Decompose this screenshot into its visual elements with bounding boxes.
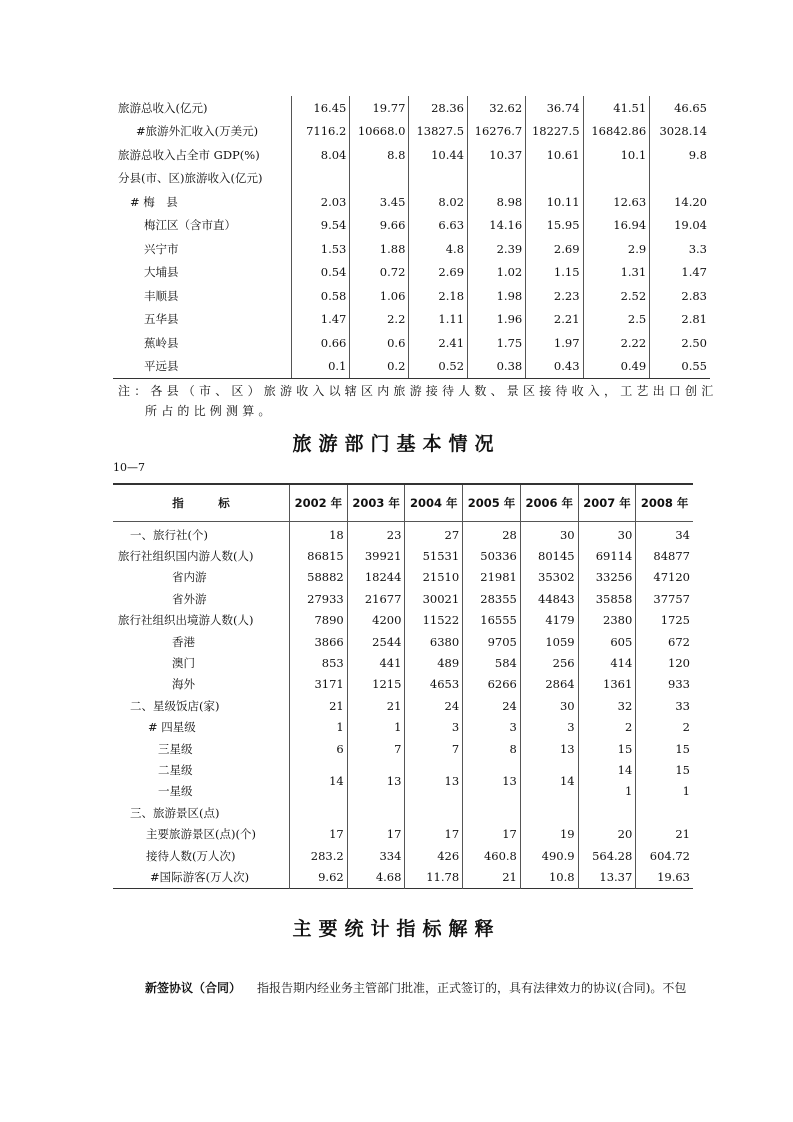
row-label: 旅游总收入(亿元) [118, 100, 208, 115]
value-cell: 46.65 [650, 96, 710, 120]
value-cell: 9.54 [292, 214, 350, 238]
value-cell [350, 167, 409, 191]
value-cell: 2 [636, 717, 693, 738]
value-cell: 13 [520, 738, 578, 759]
value-cell: 27 [405, 522, 463, 546]
value-cell: 490.9 [520, 845, 578, 866]
table-row [113, 331, 710, 355]
value-cell: 605 [578, 631, 636, 652]
value-cell: 11.78 [405, 866, 463, 888]
row-label: 香港 [172, 634, 195, 649]
value-cell: 0.55 [650, 355, 710, 379]
tourism-department-table [113, 483, 693, 889]
table-row [113, 545, 693, 566]
value-cell: 8.04 [292, 143, 350, 167]
value-cell [468, 167, 526, 191]
row-label: 平远县 [113, 355, 292, 379]
value-cell [526, 167, 583, 191]
table-note-continued: 所占的比例测算。 [145, 404, 275, 418]
table-row [113, 866, 693, 888]
value-cell: 489 [405, 652, 463, 673]
value-cell: 2.2 [350, 308, 409, 332]
row-label: 分县(市、区)旅游收入(亿元) [118, 171, 263, 186]
value-cell: 2 [578, 717, 636, 738]
row-label: 一、旅行社(个) [130, 527, 208, 542]
table-row [113, 214, 710, 238]
row-label: # 四星级 [148, 720, 196, 735]
value-cell: 1.15 [526, 261, 583, 285]
row-label: 省内游 [172, 570, 207, 585]
row-label: 主要旅游景区(点)(个) [146, 827, 256, 842]
table-row [113, 823, 693, 844]
value-cell: 2.69 [409, 261, 468, 285]
value-cell: 1.75 [468, 331, 526, 355]
value-cell: 584 [463, 652, 521, 673]
value-cell: 8.02 [409, 190, 468, 214]
value-cell: 30 [578, 522, 636, 546]
value-cell: 11522 [405, 610, 463, 631]
value-cell: 1 [347, 717, 405, 738]
table-row [113, 190, 710, 214]
value-cell: 2.41 [409, 331, 468, 355]
value-cell: 3866 [290, 631, 348, 652]
value-cell: 19.63 [636, 866, 693, 888]
value-cell: 19 [520, 823, 578, 844]
value-cell: 4200 [347, 610, 405, 631]
value-cell: 16842.86 [583, 120, 650, 144]
table-row [113, 759, 693, 780]
value-cell: 2.50 [650, 331, 710, 355]
value-cell: 3.3 [650, 237, 710, 261]
value-cell: 34 [636, 522, 693, 546]
value-cell: 7890 [290, 610, 348, 631]
value-cell: 2.22 [583, 331, 650, 355]
value-cell: 1 [290, 717, 348, 738]
value-cell: 0.6 [350, 331, 409, 355]
value-cell: 2.81 [650, 308, 710, 332]
value-cell: 0.1 [292, 355, 350, 379]
value-cell: 4653 [405, 674, 463, 695]
table-row [113, 567, 693, 588]
column-header: 2004 年 [405, 484, 463, 522]
value-cell: 17 [290, 823, 348, 844]
value-cell: 13 [463, 759, 521, 802]
value-cell: 256 [520, 652, 578, 673]
value-cell: 21 [636, 823, 693, 844]
value-cell: 426 [405, 845, 463, 866]
value-cell: 2.5 [583, 308, 650, 332]
value-cell: 24 [405, 695, 463, 716]
column-header: 指 标 [113, 484, 290, 522]
column-header: 2003 年 [347, 484, 405, 522]
row-label: 大埔县 [144, 265, 179, 280]
value-cell: 1.02 [468, 261, 526, 285]
table-note: 注：各县（市、区）旅游收入以辖区内旅游接待人数、景区接待收入，工艺出口创汇 [118, 384, 718, 398]
value-cell: 20 [578, 823, 636, 844]
tourism-income-table [113, 96, 710, 379]
value-cell: 10.8 [520, 866, 578, 888]
value-cell: 30 [520, 695, 578, 716]
value-cell: 1.47 [650, 261, 710, 285]
value-cell: 0.72 [350, 261, 409, 285]
header-row [113, 484, 693, 522]
row-label: #旅游外汇收入(万美元) [136, 124, 259, 139]
value-cell: 10.44 [409, 143, 468, 167]
value-cell: 28355 [463, 588, 521, 609]
value-cell: 2.9 [583, 237, 650, 261]
table-row [113, 120, 710, 144]
table-row [113, 355, 710, 379]
value-cell: 19.04 [650, 214, 710, 238]
value-cell: 7116.2 [292, 120, 350, 144]
value-cell: 3028.14 [650, 120, 710, 144]
value-cell: 12.63 [583, 190, 650, 214]
value-cell: 0.38 [468, 355, 526, 379]
value-cell: 0.43 [526, 355, 583, 379]
row-label: 旅行社组织出境游人数(人) [118, 613, 254, 628]
table-row [113, 717, 693, 738]
value-cell: 564.28 [578, 845, 636, 866]
value-cell: 41.51 [583, 96, 650, 120]
value-cell: 16.45 [292, 96, 350, 120]
value-cell: 8.98 [468, 190, 526, 214]
row-label: 省外游 [172, 591, 207, 606]
value-cell: 35858 [578, 588, 636, 609]
value-cell: 36.74 [526, 96, 583, 120]
value-cell: 7 [347, 738, 405, 759]
value-cell: 15 [578, 738, 636, 759]
value-cell: 1361 [578, 674, 636, 695]
value-cell: 8 [463, 738, 521, 759]
value-cell: 2.69 [526, 237, 583, 261]
value-cell [578, 802, 636, 823]
value-cell: 1 [636, 781, 693, 802]
value-cell: 672 [636, 631, 693, 652]
value-cell: 17 [405, 823, 463, 844]
value-cell: 21 [290, 695, 348, 716]
value-cell: 1.98 [468, 284, 526, 308]
row-label: 三星级 [158, 741, 193, 756]
value-cell: 37757 [636, 588, 693, 609]
row-label: 旅行社组织国内游人数(人) [118, 549, 254, 564]
value-cell: 19.77 [350, 96, 409, 120]
value-cell: 3 [405, 717, 463, 738]
value-cell: 1.31 [583, 261, 650, 285]
value-cell: 13827.5 [409, 120, 468, 144]
value-cell: 32 [578, 695, 636, 716]
row-label: 一星级 [158, 784, 193, 799]
value-cell [405, 802, 463, 823]
value-cell: 16555 [463, 610, 521, 631]
column-header: 2007 年 [578, 484, 636, 522]
value-cell: 44843 [520, 588, 578, 609]
value-cell: 84877 [636, 545, 693, 566]
value-cell: 6380 [405, 631, 463, 652]
column-header: 2005 年 [463, 484, 521, 522]
value-cell: 933 [636, 674, 693, 695]
value-cell: 14 [578, 759, 636, 780]
column-header: 2002 年 [290, 484, 348, 522]
value-cell: 6.63 [409, 214, 468, 238]
table-row [113, 695, 693, 716]
value-cell: 16276.7 [468, 120, 526, 144]
table-row [113, 738, 693, 759]
value-cell: 15.95 [526, 214, 583, 238]
table-row [113, 522, 693, 546]
value-cell: 39921 [347, 545, 405, 566]
value-cell: 6 [290, 738, 348, 759]
value-cell: 86815 [290, 545, 348, 566]
value-cell: 1.06 [350, 284, 409, 308]
value-cell: 2380 [578, 610, 636, 631]
value-cell: 80145 [520, 545, 578, 566]
explanation-paragraph [145, 979, 686, 996]
value-cell: 1.47 [292, 308, 350, 332]
value-cell: 2.03 [292, 190, 350, 214]
value-cell: 10668.0 [350, 120, 409, 144]
value-cell: 1725 [636, 610, 693, 631]
value-cell: 32.62 [468, 96, 526, 120]
table-row [113, 308, 710, 332]
value-cell: 2.23 [526, 284, 583, 308]
value-cell: 8.8 [350, 143, 409, 167]
value-cell: 1215 [347, 674, 405, 695]
value-cell [292, 167, 350, 191]
value-cell: 1.11 [409, 308, 468, 332]
value-cell: 9.62 [290, 866, 348, 888]
value-cell: 33 [636, 695, 693, 716]
value-cell: 3 [463, 717, 521, 738]
table-row [113, 674, 693, 695]
value-cell: 604.72 [636, 845, 693, 866]
value-cell: 17 [463, 823, 521, 844]
value-cell: 21677 [347, 588, 405, 609]
value-cell: 15 [636, 759, 693, 780]
row-label: 接待人数(万人次) [146, 848, 236, 863]
column-header: 2008 年 [636, 484, 693, 522]
value-cell: 4.8 [409, 237, 468, 261]
value-cell: 47120 [636, 567, 693, 588]
value-cell: 3171 [290, 674, 348, 695]
value-cell: 21510 [405, 567, 463, 588]
value-cell [347, 802, 405, 823]
value-cell: 28.36 [409, 96, 468, 120]
value-cell: 0.52 [409, 355, 468, 379]
table-row [113, 652, 693, 673]
table-row [113, 96, 710, 120]
row-label: 蕉岭县 [144, 335, 179, 350]
value-cell [290, 802, 348, 823]
explanations-title: 主要统计指标解释 [292, 918, 501, 940]
value-cell: 33256 [578, 567, 636, 588]
explanation-term: 新签协议（合同） [145, 981, 242, 995]
value-cell: 1.53 [292, 237, 350, 261]
row-label: 二星级 [158, 762, 193, 777]
value-cell: 18244 [347, 567, 405, 588]
value-cell: 6266 [463, 674, 521, 695]
table-row [113, 284, 710, 308]
value-cell: 9.66 [350, 214, 409, 238]
table-number: 10—7 [113, 461, 145, 474]
value-cell: 1.97 [526, 331, 583, 355]
value-cell: 0.54 [292, 261, 350, 285]
table-row [113, 845, 693, 866]
value-cell: 51531 [405, 545, 463, 566]
value-cell [650, 167, 710, 191]
value-cell: 1.88 [350, 237, 409, 261]
value-cell: 69114 [578, 545, 636, 566]
value-cell: 4.68 [347, 866, 405, 888]
value-cell: 18227.5 [526, 120, 583, 144]
value-cell: 18 [290, 522, 348, 546]
value-cell: 2864 [520, 674, 578, 695]
value-cell: 334 [347, 845, 405, 866]
value-cell: 58882 [290, 567, 348, 588]
value-cell: 23 [347, 522, 405, 546]
row-label: 五华县 [144, 312, 179, 327]
table-row [113, 610, 693, 631]
value-cell: 21 [347, 695, 405, 716]
value-cell: 21 [463, 866, 521, 888]
value-cell: 30021 [405, 588, 463, 609]
table-row [113, 237, 710, 261]
value-cell: 14.16 [468, 214, 526, 238]
value-cell: 30 [520, 522, 578, 546]
value-cell: 0.2 [350, 355, 409, 379]
value-cell: 10.1 [583, 143, 650, 167]
value-cell: 10.11 [526, 190, 583, 214]
value-cell: 414 [578, 652, 636, 673]
row-label: 兴宁市 [144, 241, 179, 256]
row-label: 梅江区（含市直） [144, 218, 236, 233]
value-cell: 28 [463, 522, 521, 546]
column-header: 2006 年 [520, 484, 578, 522]
value-cell: 13.37 [578, 866, 636, 888]
value-cell: 2.83 [650, 284, 710, 308]
value-cell: 0.49 [583, 355, 650, 379]
row-label: 三、旅游景区(点) [130, 805, 220, 820]
value-cell: 2.52 [583, 284, 650, 308]
row-label: 旅游总收入占全市 GDP(%) [118, 147, 260, 162]
table-row [113, 802, 693, 823]
value-cell: 0.58 [292, 284, 350, 308]
table-row [113, 631, 693, 652]
row-label: 二、星级饭店(家) [130, 698, 220, 713]
value-cell [636, 802, 693, 823]
value-cell: 441 [347, 652, 405, 673]
row-label: 海外 [172, 677, 195, 692]
value-cell [583, 167, 650, 191]
value-cell: 24 [463, 695, 521, 716]
table-row [113, 261, 710, 285]
row-label: #国际游客(万人次) [150, 869, 250, 884]
value-cell: 853 [290, 652, 348, 673]
value-cell: 35302 [520, 567, 578, 588]
value-cell: 1 [578, 781, 636, 802]
section-title: 旅游部门基本情况 [292, 433, 501, 455]
value-cell: 50336 [463, 545, 521, 566]
row-label: 澳门 [172, 656, 195, 671]
value-cell: 2.18 [409, 284, 468, 308]
value-cell: 3 [520, 717, 578, 738]
value-cell: 2.21 [526, 308, 583, 332]
explanation-text: 指报告期内经业务主管部门批准，正式签订的，具有法律效力的协议(合同)。不包 [257, 981, 687, 995]
value-cell: 14 [290, 759, 348, 802]
value-cell: 460.8 [463, 845, 521, 866]
value-cell: 0.66 [292, 331, 350, 355]
value-cell: 27933 [290, 588, 348, 609]
value-cell: 15 [636, 738, 693, 759]
value-cell: 120 [636, 652, 693, 673]
value-cell: 3.45 [350, 190, 409, 214]
row-label: # 梅 县 [130, 194, 178, 209]
value-cell: 14 [520, 759, 578, 802]
table-row [113, 588, 693, 609]
value-cell: 2544 [347, 631, 405, 652]
value-cell: 4179 [520, 610, 578, 631]
value-cell: 7 [405, 738, 463, 759]
value-cell [463, 802, 521, 823]
table-row [113, 143, 710, 167]
value-cell: 16.94 [583, 214, 650, 238]
value-cell: 283.2 [290, 845, 348, 866]
value-cell: 2.39 [468, 237, 526, 261]
table-row [113, 167, 710, 191]
value-cell [409, 167, 468, 191]
value-cell: 13 [405, 759, 463, 802]
value-cell: 1059 [520, 631, 578, 652]
value-cell: 21981 [463, 567, 521, 588]
value-cell [520, 802, 578, 823]
value-cell: 1.96 [468, 308, 526, 332]
row-label: 丰顺县 [144, 288, 179, 303]
value-cell: 9.8 [650, 143, 710, 167]
value-cell: 10.61 [526, 143, 583, 167]
value-cell: 17 [347, 823, 405, 844]
value-cell: 14.20 [650, 190, 710, 214]
value-cell: 10.37 [468, 143, 526, 167]
value-cell: 13 [347, 759, 405, 802]
value-cell: 9705 [463, 631, 521, 652]
